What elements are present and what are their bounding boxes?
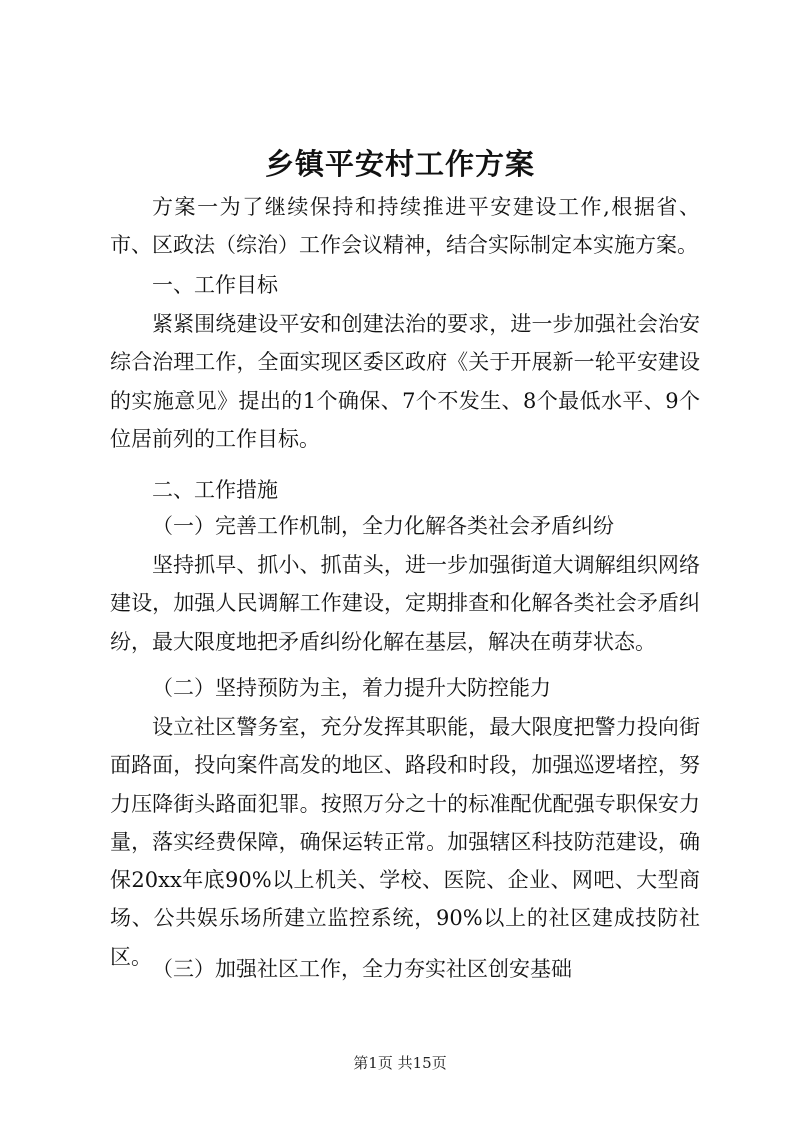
- section-heading-measures: 二、工作措施: [152, 478, 278, 502]
- subsection-heading-3: （三）加强社区工作，全力夯实社区创安基础: [152, 957, 572, 981]
- subsection-2-paragraph: 设立社区警务室，充分发挥其职能，最大限度把警力投向街面路面，投向案件高发的地区、路段和时段，加强巡逻堵控，努力压降街头路面犯罪。按照万分之十的标准配优配强专职保安力量，落实经费保障，确保运转正常。加强辖区科技防范建设，确保20xx年底90%以上机关、学校、医院、企业、网吧、大型商场、公共娱乐场所建立监控系统，90%以上的社区建成技防社区。: [110, 715, 700, 969]
- subsection-heading-2: （二）坚持预防为主，着力提升大防控能力: [152, 676, 551, 700]
- intro-paragraph: 方案一为了继续保持和持续推进平安建设工作,根据省、市、区政法（综治）工作会议精神，结合实际制定本实施方案。: [110, 195, 700, 258]
- section-heading-goals: 一、工作目标: [152, 273, 278, 297]
- subsection-1-paragraph: 坚持抓早、抓小、抓苗头，进一步加强街道大调解组织网络建设，加强人民调解工作建设，定期排查和化解各类社会矛盾纠纷，最大限度地把矛盾纠纷化解在基层，解决在萌芽状态。: [110, 553, 700, 654]
- subsection-heading-1: （一）完善工作机制，全力化解各类社会矛盾纠纷: [152, 514, 614, 538]
- document-title: 乡镇平安村工作方案: [264, 147, 535, 181]
- goals-paragraph: 紧紧围绕建设平安和创建法治的要求，进一步加强社会治安综合治理工作，全面实现区委区政府《关于开展新一轮平安建设的实施意见》提出的1个确保、7个不发生、8个最低水平、9个位居前列的工作目标。: [110, 312, 700, 451]
- page-footer: 第1页 共15页: [353, 1054, 447, 1072]
